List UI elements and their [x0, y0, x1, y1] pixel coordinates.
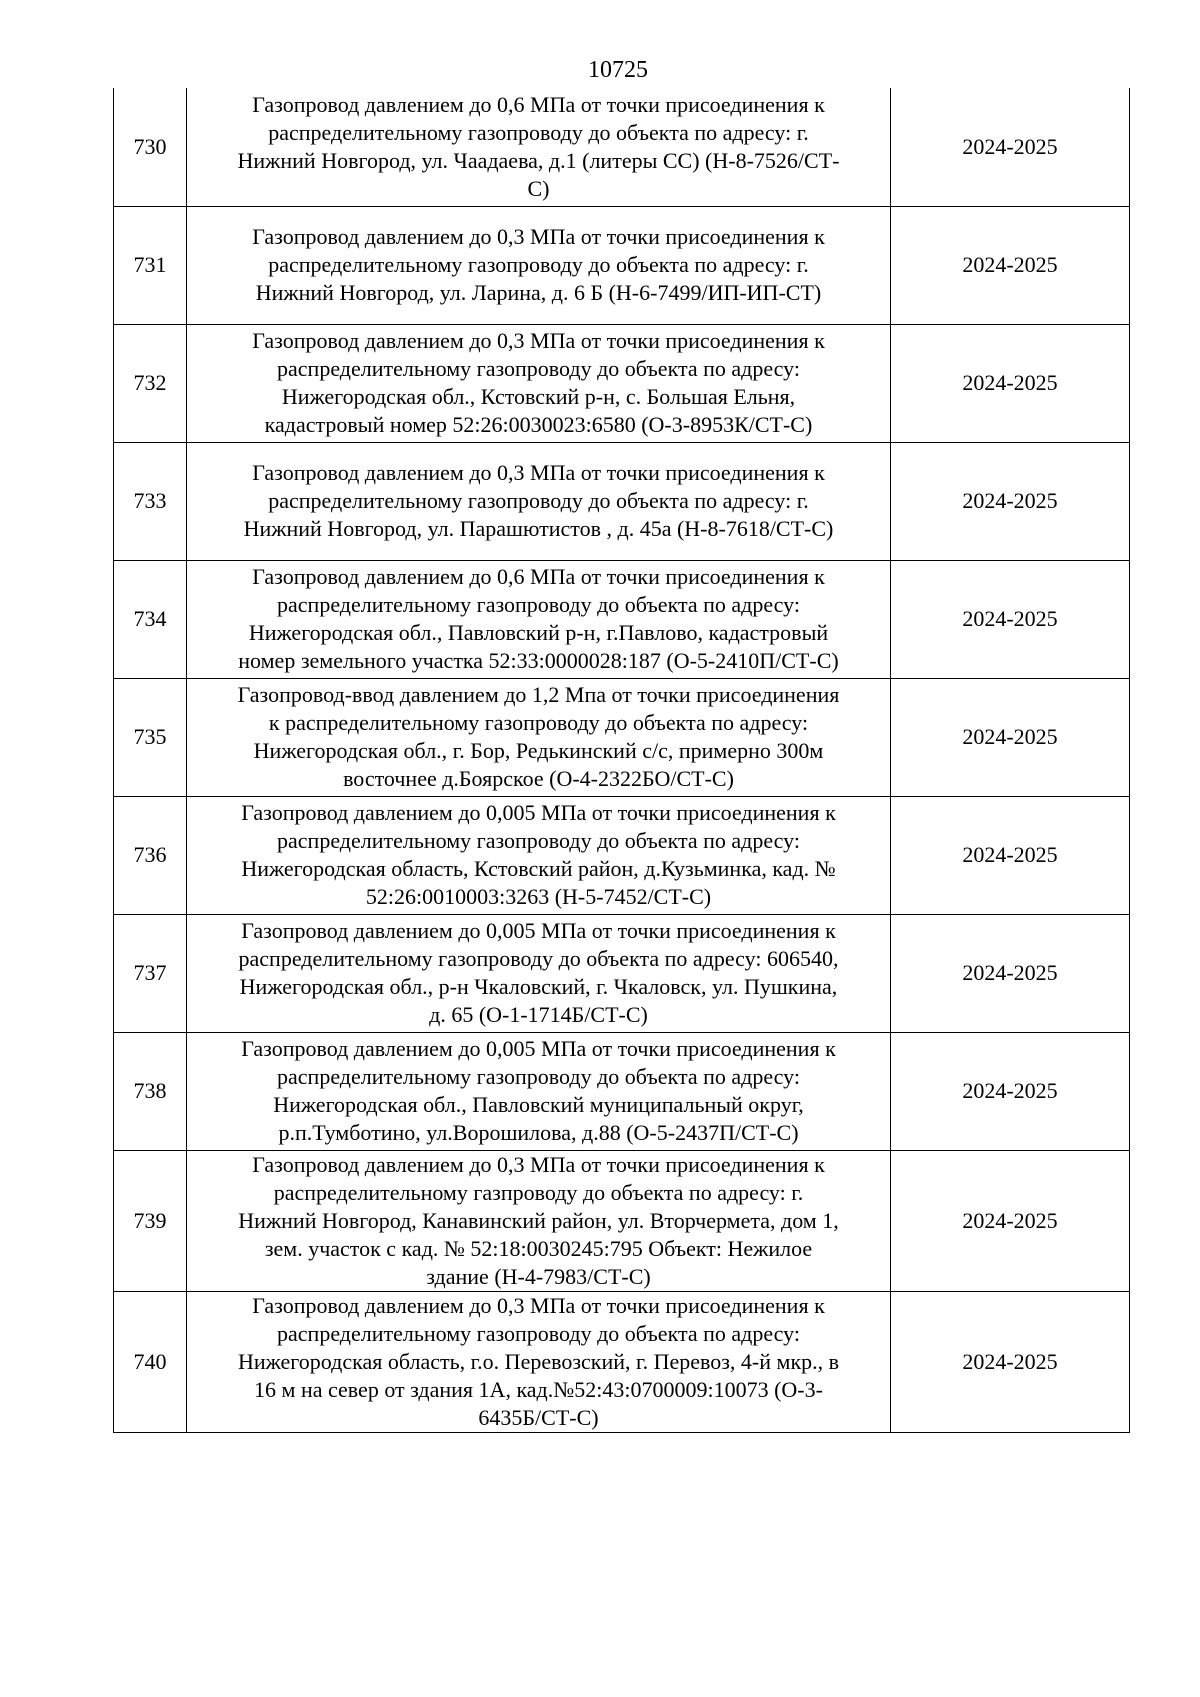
description-line: 52:26:0010003:3263 (Н-5-7452/СТ-С)	[365, 884, 712, 909]
row-description	[187, 560, 891, 678]
description-line: Газопровод давлением до 0,005 МПа от точки присоединения к	[241, 918, 836, 943]
row-description	[187, 678, 891, 796]
row-number: 739	[114, 1150, 187, 1291]
description-line: Газопровод давлением до 0,005 МПа от точки присоединения к	[241, 800, 836, 825]
table-row	[114, 88, 1130, 206]
table-row	[114, 1150, 1130, 1291]
description-line: восточнее д.Боярское (О-4-2322БО/СТ-С)	[343, 766, 734, 791]
description-line: Газопровод давлением до 0,3 МПа от точки присоединения к	[252, 1151, 825, 1177]
row-period: 2024-2025	[891, 1150, 1130, 1291]
description-line: Газопровод давлением до 0,3 МПа от точки присоединения к	[252, 224, 825, 249]
description-line: д. 65 (О-1-1714Б/СТ-С)	[429, 1002, 648, 1027]
description-line: Нижегородская обл., г. Бор, Редькинский с/с, примерно 300м	[253, 738, 824, 763]
table-row	[114, 678, 1130, 796]
row-period: 2024-2025	[891, 324, 1130, 442]
description-line: распределительному газопроводу до объекта по адресу:	[277, 1064, 800, 1089]
row-period: 2024-2025	[891, 678, 1130, 796]
row-number: 735	[114, 678, 187, 796]
row-number: 733	[114, 442, 187, 560]
description-line: распределительному газопроводу до объекта по адресу:	[277, 356, 800, 381]
description-line: 16 м на север от здания 1А, кад.№52:43:0700009:10073 (О-3-	[254, 1376, 823, 1402]
description-line: Нижегородская обл., Павловский р-н, г.Павлово, кадастровый	[248, 620, 829, 645]
row-number: 734	[114, 560, 187, 678]
table-row	[114, 796, 1130, 914]
row-period: 2024-2025	[891, 1291, 1130, 1432]
description-line: Газопровод давлением до 0,005 МПа от точки присоединения к	[241, 1036, 836, 1061]
description-line: распределительному газопроводу до объекта по адресу: 606540,	[238, 946, 839, 971]
row-number: 738	[114, 1032, 187, 1150]
row-number: 740	[114, 1291, 187, 1432]
description-line: Газопровод давлением до 0,6 МПа от точки присоединения к	[252, 564, 825, 589]
row-description	[187, 88, 891, 206]
row-description	[187, 1291, 891, 1432]
description-line: номер земельного участка 52:33:0000028:187 (О-5-2410П/СТ-С)	[238, 648, 839, 673]
row-number: 736	[114, 796, 187, 914]
row-description	[187, 442, 891, 560]
description-line: Нижний Новгород, ул. Чаадаева, д.1 (литеры СС) (Н-8-7526/СТ-	[237, 147, 840, 173]
description-line: Газопровод давлением до 0,3 МПа от точки присоединения к	[252, 328, 825, 353]
description-line: С)	[527, 175, 550, 201]
description-line: зем. участок с кад. № 52:18:0030245:795 Объект: Нежилое	[264, 1235, 813, 1261]
description-line: р.п.Тумботино, ул.Ворошилова, д.88 (О-5-2437П/СТ-С)	[278, 1120, 799, 1145]
table-row	[114, 1032, 1130, 1150]
description-line: кадастровый номер 52:26:0030023:6580 (О-3-8953К/СТ-С)	[264, 412, 813, 437]
row-period: 2024-2025	[891, 442, 1130, 560]
description-line: здание (Н-4-7983/СТ-С)	[426, 1263, 651, 1289]
description-line: Нижний Новгород, ул. Парашютистов , д. 45а (Н-8-7618/СТ-С)	[243, 516, 834, 541]
description-line: распределительному газпроводу до объекта по адресу: г.	[273, 1179, 804, 1205]
description-line: Нижегородская обл., Павловский муниципальный округ,	[273, 1092, 804, 1117]
row-period: 2024-2025	[891, 1032, 1130, 1150]
row-description	[187, 206, 891, 324]
row-number: 732	[114, 324, 187, 442]
description-line: 6435Б/СТ-С)	[478, 1404, 599, 1430]
description-line: распределительному газопроводу до объекта по адресу:	[277, 1320, 800, 1346]
pipeline-table	[113, 88, 1130, 1433]
row-period: 2024-2025	[891, 796, 1130, 914]
row-number: 731	[114, 206, 187, 324]
row-number: 737	[114, 914, 187, 1032]
description-line: Нижегородская обл., р-н Чкаловский, г. Чкаловск, ул. Пушкина,	[239, 974, 838, 999]
description-line: распределительному газопроводу до объекта по адресу:	[277, 592, 800, 617]
row-number: 730	[114, 88, 187, 206]
description-line: Нижний Новгород, ул. Ларина, д. 6 Б (Н-6-7499/ИП-ИП-СТ)	[255, 280, 822, 305]
description-line: распределительному газопроводу до объекта по адресу: г.	[268, 119, 809, 145]
row-period: 2024-2025	[891, 914, 1130, 1032]
description-line: Газопровод давлением до 0,3 МПа от точки присоединения к	[252, 1292, 825, 1318]
table-row	[114, 324, 1130, 442]
row-period: 2024-2025	[891, 88, 1130, 206]
row-period: 2024-2025	[891, 206, 1130, 324]
row-description	[187, 1032, 891, 1150]
description-line: распределительному газопроводу до объекта по адресу: г.	[268, 252, 809, 277]
row-description	[187, 796, 891, 914]
row-period: 2024-2025	[891, 560, 1130, 678]
description-line: распределительному газопроводу до объекта по адресу:	[277, 828, 800, 853]
description-line: распределительному газопроводу до объекта по адресу: г.	[268, 488, 809, 513]
table-row	[114, 442, 1130, 560]
description-line: Газопровод-ввод давлением до 1,2 Мпа от точки присоединения	[237, 682, 840, 707]
description-line: Нижегородская область, Кстовский район, д.Кузьминка, кад. №	[241, 856, 836, 881]
page-number: 10725	[588, 57, 648, 83]
description-line: Нижегородская область, г.о. Перевозский, г. Перевоз, 4-й мкр., в	[237, 1348, 840, 1374]
table-row	[114, 914, 1130, 1032]
description-line: к распределительному газопроводу до объекта по адресу:	[268, 710, 809, 735]
table-row	[114, 206, 1130, 324]
table-row	[114, 1291, 1130, 1432]
description-line: Газопровод давлением до 0,3 МПа от точки присоединения к	[252, 460, 825, 485]
description-line: Нижегородская обл., Кстовский р-н, с. Большая Ельня,	[281, 384, 796, 409]
table-row	[114, 560, 1130, 678]
row-description	[187, 1150, 891, 1291]
description-line: Нижний Новгород, Канавинский район, ул. Вторчермета, дом 1,	[238, 1207, 839, 1233]
row-description	[187, 914, 891, 1032]
row-description	[187, 324, 891, 442]
description-line: Газопровод давлением до 0,6 МПа от точки присоединения к	[252, 91, 825, 117]
